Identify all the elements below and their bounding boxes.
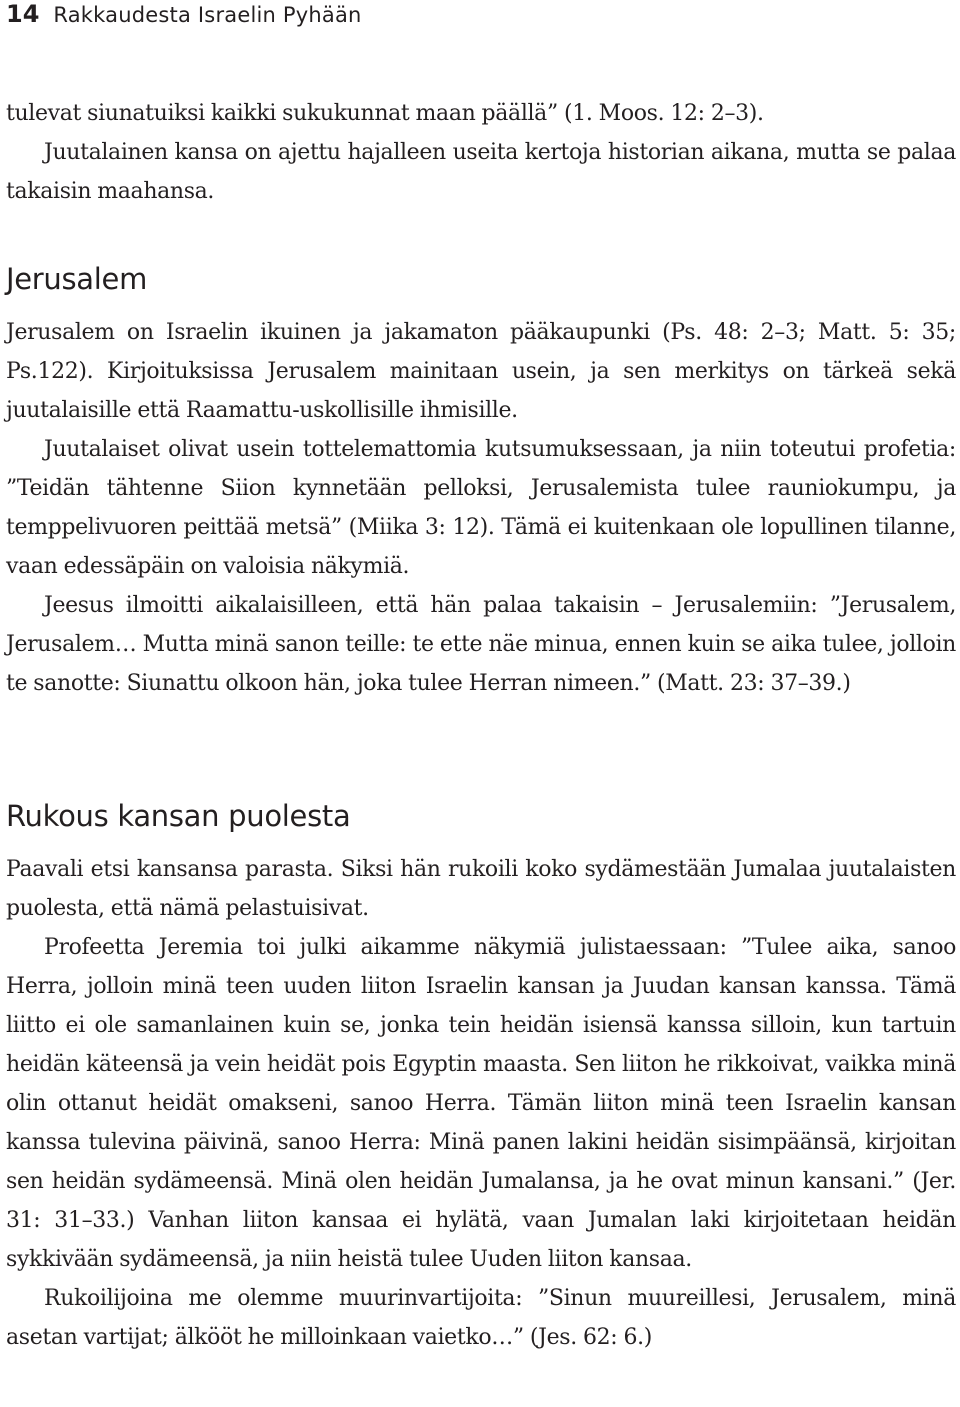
section-rukous-text [6,850,956,1357]
running-header [6,0,362,36]
paragraph: Rukoilijoina me olemme muurinvartijoita: ”Sinun muureillesi, Jerusalem, minä asetan vartijat; älkööt he milloinkaan vaietko…” (Jes. 62: 6.) [6,1286,956,1350]
section-heading-jerusalem: Jerusalem [6,262,148,296]
paragraph: Profeetta Jeremia toi julki aikamme näkymiä julistaessaan: ”Tulee aika, sanoo Herra, jolloin minä teen uuden liiton Israelin kansan ja Juudan kansan kanssa. Tämä liitto ei ole samanlainen kuin se, jonka tein heidän isiensä kanssa silloin, kun tartuin heidän käteensä ja vein heidät pois Egyptin maasta. Sen liiton he rikkoivat, vaikka minä olin ottanut heidät omakseni, sanoo Herra. Tämän liiton minä teen Israelin kansan kanssa tulevina päivinä, sanoo Herra: Minä panen lakini heidän sisimpäänsä, kirjoitan sen heidän sydämeensä. Minä olen heidän Jumalansa, ja he ovat minun kansani.” (Jer. 31: 31–33.) Vanhan liiton kansaa ei hylätä, vaan Jumalan laki kirjoitetaan heidän sykkivään sydämeensä, ja niin heistä tulee Uuden liiton kansaa. [6,935,956,1272]
paragraph: Jeesus ilmoitti aikalaisilleen, että hän palaa takaisin – Jerusalemiin: ”Jerusalem, Jerusalem… Mutta minä sanon teille: te ette näe minua, ennen kuin se aika tulee, jolloin te sanotte: Siunattu olkoon hän, joka tulee Herran nimeen.” (Matt. 23: 37–39.) [6,593,956,696]
section-jerusalem-text [6,313,956,703]
paragraph: Paavali etsi kansansa parasta. Siksi hän rukoili koko sydämestään Jumalaa juutalaisten puolesta, että nämä pelastuisivat. [6,857,956,921]
page-number: 14 [6,0,40,28]
running-title: Rakkaudesta Israelin Pyhään [53,3,362,27]
paragraph: Jerusalem on Israelin ikuinen ja jakamaton pääkaupunki (Ps. 48: 2–3; Matt. 5: 35; Ps.122). Kirjoituksissa Jerusalem mainitaan usein, ja sen merkitys on tärkeä sekä juutalaisille että Raamattu-uskollisille ihmisille. [6,320,956,423]
paragraph: Juutalainen kansa on ajettu hajalleen useita kertoja historian aikana, mutta se palaa takaisin maahansa. [6,140,956,204]
paragraph: Juutalaiset olivat usein tottelemattomia kutsumuksessaan, ja niin toteutui profetia: ”Teidän tähtenne Siion kynnetään pelloksi, Jerusalemista tulee rauniokumpu, ja temppelivuoren peittää metsä” (Miika 3: 12). Tämä ei kuitenkaan ole lopullinen tilanne, vaan edessäpäin on valoisia näkymiä. [6,437,956,579]
section-heading-rukous: Rukous kansan puolesta [6,799,351,833]
intro-text [6,94,956,211]
paragraph: tulevat siunatuiksi kaikki sukukunnat maan päällä” (1. Moos. 12: 2–3). [6,101,764,126]
